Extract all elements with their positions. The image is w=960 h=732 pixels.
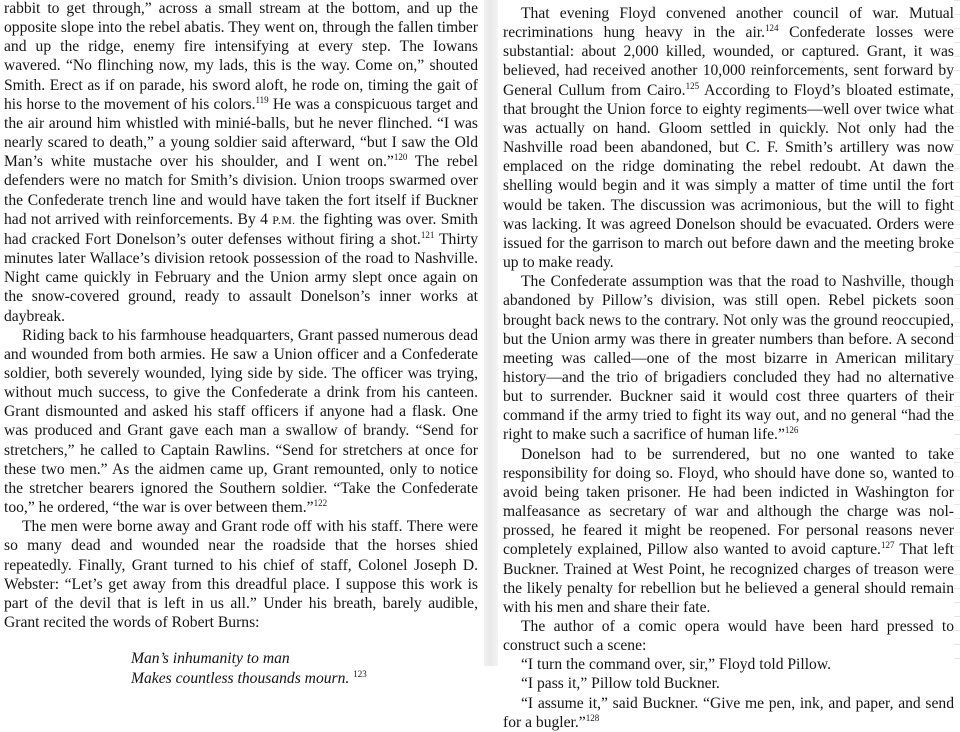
footnote-ref-121: 121: [420, 229, 435, 240]
footnote-ref-122: 122: [313, 498, 328, 509]
text-run: According to Floyd’s bloated estimate, that brought the Union force to eighty regiments—well over twice what was actually on hand. Gloom settled in quickly. Not only had the Nashville road been abandoned, but C. F. Smith’s artillery was now emplaced on the ridge dominating the rebel redoubt. At dawn the shelling would begin and it was simply a matter of time until the fort would be taken. The discussion was acrimonious, but the will to fight was lacking. It was agreed Donelson should be evacuated. Orders were issued for the garrison to march out before dawn and the meeting broke up to make ready.: [503, 81, 955, 272]
text-run: Confederate losses were substantial: about 2,000 killed, wounded, or captured. Grant, it was believed, had received another 10,000 reinforcements, sent forward by General Cullum from Cairo.: [503, 24, 954, 99]
background-grid: [954, 0, 960, 666]
left-paragraph-2: [4, 326, 478, 518]
footnote-ref-123: 123: [353, 669, 367, 680]
right-page: [503, 4, 954, 732]
text-run: Thirty minutes later Wallace’s division retook possession of the road to Nashville. Night came quickly in February and the Union army slept once again on the snow-covered ground, ready to assault Donelson’s inner works at daybreak.: [4, 230, 479, 325]
footnote-ref-124: 124: [765, 23, 779, 34]
text-run: That evening Floyd convened another council of war. Mutual recriminations hung heavy in the air.: [503, 5, 954, 42]
poem-line-2: [131, 669, 478, 689]
right-paragraph-1: [503, 4, 954, 272]
dialogue-line-1: [503, 655, 954, 674]
left-paragraph-1: [4, 0, 478, 326]
text-run: He was a conspicuous target and the air around him whistled with minié-balls, but he never flinched. “I was nearly scared to death,” a young soldier said afterward, “but I saw the Old Man’s white mustache over his shoulder, and I went on.”: [4, 95, 478, 171]
text-run: “I pass it,” Pillow told Buckner.: [521, 675, 720, 693]
text-run: rabbit to get through,” across a small stream at the bottom, and up the opposite slope into the rebel abatis. They went on, through the fallen timber and up the ridge, enemy fire intensifying at every step. The Iowans wavered. “No flinching now, my lads, this is the way. Come on,” shouted Smith. Erect as if on parade, his sword aloft, he rode on, timing the gait of his horse to the movement of his colors.: [4, 0, 478, 113]
text-run: The men were borne away and Grant rode off with his staff. There were so many dead and wounded near the roadside that the horses shied repeatedly. Finally, Grant turned to his chief of staff, Colonel Joseph D. Webster: “Let’s get away from this dreadful place. I suppose this work is part of the devil that is left in us all.” Under his breath, barely audible, Grant recited the words of Robert Burns:: [4, 518, 478, 631]
footnote-ref-128: 128: [585, 712, 600, 723]
text-run: Makes countless thousands mourn.: [131, 670, 350, 688]
footnote-ref-125: 125: [685, 80, 700, 91]
time-pm: P.M.: [272, 212, 296, 227]
text-run: the fighting was over. Smith had cracked Fort Donelson’s outer defenses without firing a shot.: [4, 210, 478, 248]
text-run: The author of a comic opera would have been hard pressed to construct such a scene:: [503, 618, 954, 655]
text-run: That left Buckner. Trained at West Point, he recognized charges of treason were the likely penalty for rebellion but he believed a general should remain with his men and share their fate.: [503, 541, 954, 616]
right-paragraph-2: [503, 272, 954, 444]
right-paragraph-4: [503, 617, 954, 655]
book-gutter: [484, 0, 498, 666]
dialogue-line-3: [503, 694, 954, 732]
footnote-ref-127: 127: [880, 540, 895, 551]
text-run: Riding back to his farmhouse headquarters, Grant passed numerous dead and wounded from both armies. He saw a Union officer and a Confederate soldier, both severely wounded, lying side by side. The officer was trying, without much success, to give the Confederate a drink from his canteen. Grant dismounted and asked his staff officers if anyone had a flask. One was produced and Grant gave each man a swallow of brandy. “Send for stretchers,” he called to Captain Rawlins. “Send for stretchers at once for these two men.” As the aidmen came up, Grant remounted, only to notice the stretcher bearers ignored the Southern soldier. “Take the Confederate too,” he ordered, “the war is over between them.”: [4, 326, 478, 517]
footnote-ref-126: 126: [784, 425, 799, 436]
right-paragraph-3: [503, 445, 954, 617]
text-run: The rebel defenders were no match for Smith’s division. Union troops swarmed over the Confederate trench line and would have taken the fort itself if Buckner had not arrived with reinforcements. By 4: [4, 153, 478, 228]
text-run: Donelson had to be surrendered, but no one wanted to take responsibility for doing so. Floyd, who should have done so, wanted to avoid being taken prisoner. He had been indicted in Washington for malfeasance as secretary of war and although the charge was nol-prossed, he feared it might be reopened. For personal reasons never completely explained, Pillow also wanted to avoid capture.: [503, 445, 954, 559]
text-run: The Confederate assumption was that the road to Nashville, though abandoned by Pillow’s division, was still open. Rebel pickets soon brought back news to the contrary. Not only was the ground reoccupied, but the Union army was there in greater numbers than before. A second meeting was called—one of the most bizarre in American military history—and the trio of brigadiers concluded they had no alternative but to surrender. Buckner said it would cost three quarters of their command if the army tried to fight its way out, and no general “had the right to make such a sacrifice of human life.”: [503, 273, 954, 444]
dialogue-line-2: [503, 674, 954, 693]
text-run: “I turn the command over, sir,” Floyd told Pillow.: [521, 656, 832, 674]
text-run: “I assume it,” said Buckner. “Give me pen, ink, and paper, and send for a bugler.”: [503, 694, 954, 731]
left-paragraph-3: [4, 517, 478, 632]
burns-poem-quote: [131, 649, 478, 689]
left-page: [4, 0, 478, 689]
footnote-ref-119: 119: [255, 94, 269, 105]
poem-line-1: Man’s inhumanity to man: [131, 650, 290, 668]
footnote-ref-120: 120: [393, 152, 408, 163]
